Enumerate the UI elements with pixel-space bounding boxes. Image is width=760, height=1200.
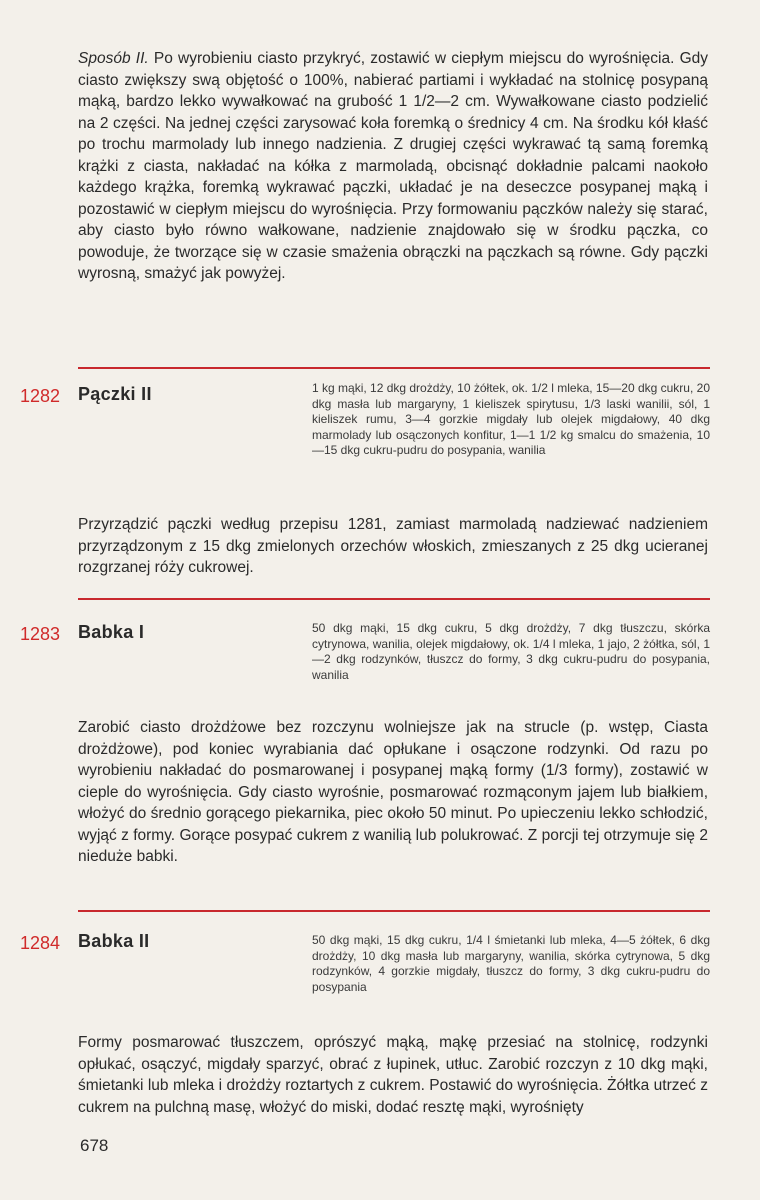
recipe-method: Przyrządzić pączki według przepisu 1281, zamiast marmoladą nadziewać nadzieniem przyrządzonym z 15 dkg zmielonych orzechów włoskich, zmieszanych z 25 dkg ucieranej rozgrzanej róży cukrowej. <box>78 516 708 576</box>
page-number: 678 <box>80 1136 109 1155</box>
section-divider <box>78 367 710 369</box>
recipe-method: Zarobić ciasto drożdżowe bez rozczynu wolniejsze jak na strucle (p. wstęp, Ciasta drożdżowe), pod koniec wyrabiania dać opłukane i osączone rodzynki. Od razu po wyrobieniu nakładać do posmarowanej i posypanej mąką formy (1/3 formy), zostawić w cieple do wyrośnięcia. Gdy ciasto wyrośnie, posmarować rozmąconym jajem lub białkiem, włożyć do średnio gorącego piekarnika, piec około 50 minut. Po upieczeniu lekko schłodzić, wyjąć z formy. Gorące posypać cukrem z wanilią lub polukrować. Z porcji tej otrzymuje się 2 nieduże babki. <box>78 719 708 865</box>
recipe-number: 1282 <box>20 386 61 406</box>
intro-lead: Sposób II. <box>78 50 149 67</box>
recipe-number: 1284 <box>20 933 61 953</box>
recipe-ingredients: 50 dkg mąki, 15 dkg cukru, 5 dkg drożdży, 7 dkg tłuszczu, skórka cytrynowa, wanilia, olejek migdałowy, ok. 1/4 l mleka, 1 jajo, 2 żółtka, sól, 1—2 dkg rodzynków, tłuszcz do formy, 3 dkg cukru-pudru do posypania, wanilia <box>312 621 710 682</box>
intro-paragraph <box>78 48 708 285</box>
section-divider <box>78 598 710 600</box>
section-divider <box>78 910 710 912</box>
recipe-title: Babka I <box>78 622 145 642</box>
recipe-number: 1283 <box>20 624 61 644</box>
recipe-title: Pączki II <box>78 384 152 404</box>
recipe-method: Formy posmarować tłuszczem, oprószyć mąką, mąkę przesiać na stolnicę, rodzynki opłukać, osączyć, migdały sparzyć, obrać z łupinek, utłuc. Zarobić rozczyn z 10 dkg mąki, śmietanki lub mleka i drożdży roztartych z cukrem. Postawić do wyrośnięcia. Żółtka utrzeć z cukrem na pulchną masę, włożyć do miski, dodać resztę mąki, wyrośnięty <box>78 1034 708 1116</box>
recipe-ingredients: 50 dkg mąki, 15 dkg cukru, 1/4 l śmietanki lub mleka, 4—5 żółtek, 6 dkg drożdży, 10 dkg masła lub margaryny, wanilia, skórka cytrynowa, 5 dkg rodzynków, 4 gorzkie migdały, tłuszcz do formy, 3 dkg cukru-pudru do posypania <box>312 933 710 994</box>
recipe-title: Babka II <box>78 931 150 951</box>
intro-text: Po wyrobieniu ciasto przykryć, zostawić w ciepłym miejscu do wyrośnięcia. Gdy ciasto zwiększy swą objętość o 100%, nabierać partiami i wykładać na stolnicę posypaną mąką, bardzo lekko wywałkować na grubość 1 1/2—2 cm. Wywałkowane ciasto podzielić na 2 części. Na jednej części zarysować koła foremką o średnicy 4 cm. Na środku kół kłaść po trochu marmolady lub innego nadzienia. Z drugiej części wykrawać tą samą foremką krążki z ciasta, nakładać na kółka z marmoladą, obcisnąć dokładnie palcami naokoło każdego krążka, foremką wykrawać pączki, układać je na deseczce posypanej mąką i pozostawić w ciepłym miejscu do wyrośnięcia. Przy formowaniu pączków należy się starać, aby ciasto było równo wałkowane, nadzienie znajdowało się w środku pączka, co powoduje, że tworzące się w czasie smażenia obrączki na pączkach są równe. Gdy pączki wyrosną, smażyć jak powyżej. <box>78 50 708 282</box>
recipe-ingredients: 1 kg mąki, 12 dkg drożdży, 10 żółtek, ok. 1/2 l mleka, 15—20 dkg cukru, 20 dkg masła lub margaryny, 1 kieliszek spirytusu, 1/3 laski wanilii, sól, 1 kieliszek rumu, 3—4 gorzkie migdały lub olejek migdałowy, 40 dkg marmolady lub osączonych konfitur, 1—1 1/2 kg smalcu do smażenia, 10—15 dkg cukru-pudru do posypania, wanilia <box>312 381 710 457</box>
